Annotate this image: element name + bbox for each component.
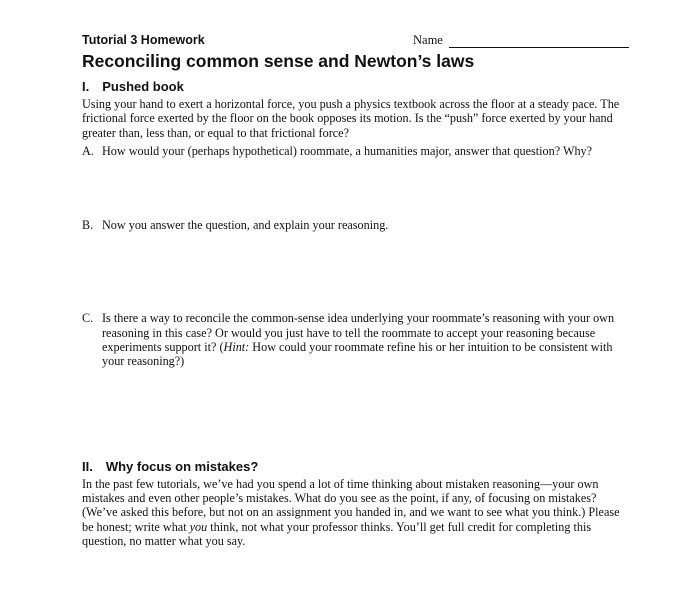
question-b xyxy=(82,218,627,232)
question-a-text: How would your (perhaps hypothetical) roommate, a humanities major, answer that question? Why? xyxy=(102,143,593,158)
name-label: Name xyxy=(413,33,443,47)
section-1-heading: I. Pushed book xyxy=(82,79,184,94)
question-c-text-before-hint: Is there a way to reconcile the common-sense idea underlying your roommate’s reasoning with your own reasoning in this case? Or would you just have to tell the roommate to accept your reasoning because experiments support it? ( xyxy=(102,311,615,355)
question-b-letter: B. xyxy=(82,218,94,233)
header-row xyxy=(82,33,627,49)
section-1-intro: Using your hand to exert a horizontal force, you push a physics textbook across the floor at a steady pace. The frictional force exerted by the floor on the book opposes its motion. Is the “push” force exerted by your hand greater than, less than, or equal to that frictional force? xyxy=(82,97,620,140)
section-2-text-after: think, not what your professor thinks. You’ll get full credit for completing this question, no matter what you say. xyxy=(82,519,592,548)
question-a-letter: A. xyxy=(82,143,94,158)
question-b-text: Now you answer the question, and explain your reasoning. xyxy=(102,218,389,233)
name-blank-line xyxy=(449,36,629,48)
section-2-body xyxy=(82,477,627,548)
section-2-text-before: In the past few tutorials, we’ve had you spend a lot of time thinking about mistaken reasoning—your own mistakes and even other people’s mistakes. What do you see as the point, if any, of focusing on mistakes? (We’ve asked this before, but not on an assignment you handed in, and we want to see what you think.) Please be honest; write what xyxy=(82,476,620,534)
question-a xyxy=(82,144,627,158)
question-c xyxy=(82,311,627,368)
question-c-letter: C. xyxy=(82,311,94,326)
question-c-hint-label: Hint: xyxy=(223,340,250,355)
homework-page xyxy=(82,33,627,548)
question-c-text-after-hint: How could your roommate refine his or her intuition to be consistent with your reasoning?) xyxy=(102,340,613,369)
section-2-heading: II. Why focus on mistakes? xyxy=(82,458,259,474)
document-title: Reconciling common sense and Newton’s laws xyxy=(82,51,475,71)
tutorial-label: Tutorial 3 Homework xyxy=(82,33,205,47)
name-field xyxy=(413,33,629,48)
section-2-you-italic: you xyxy=(189,519,208,534)
